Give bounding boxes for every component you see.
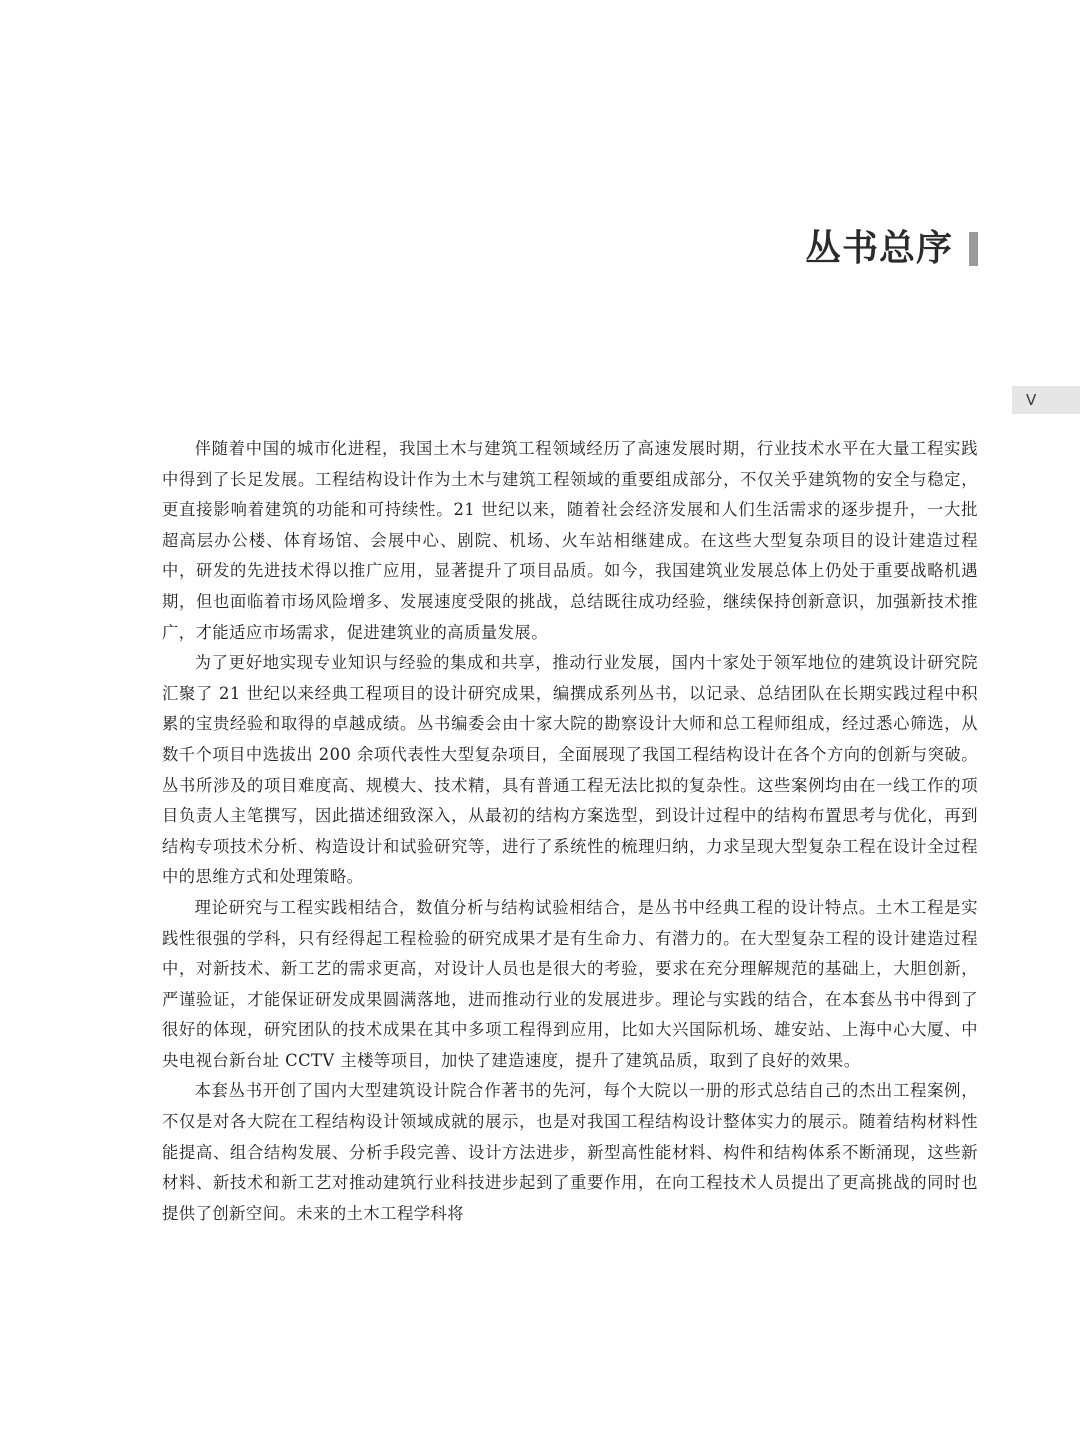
section-heading — [805, 226, 978, 272]
title-accent-bar — [969, 232, 978, 266]
paragraph: 为了更好地实现专业知识与经验的集成和共享，推动行业发展，国内十家处于领军地位的建筑设计研究院汇聚了 21 世纪以来经典工程项目的设计研究成果，编撰成系列丛书，以记录、总结团队在长期实践过程中积累的宝贵经验和取得的卓越成绩。丛书编委会由十家大院的勘察设计大师和总工程师组成，经过悉心筛选，从数千个项目中选拔出 200 余项代表性大型复杂项目，全面展现了我国工程结构设计在各个方向的创新与突破。丛书所涉及的项目难度高、规模大、技术精，具有普通工程无法比拟的复杂性。这些案例均由在一线工作的项目负责人主笔撰写，因此描述细致深入，从最初的结构方案选型，到设计过程中的结构布置思考与优化，再到结构专项技术分析、构造设计和试验研究等，进行了系统性的梳理归纳，力求呈现大型复杂工程在设计全过程中的思维方式和处理策略。 — [162, 653, 978, 887]
paragraph: 伴随着中国的城市化进程，我国土木与建筑工程领域经历了高速发展时期，行业技术水平在大量工程实践中得到了长足发展。工程结构设计作为土木与建筑工程领域的重要组成部分，不仅关乎建筑物的安全与稳定，更直接影响着建筑的功能和可持续性。21 世纪以来，随着社会经济发展和人们生活需求的逐步提升，一大批超高层办公楼、体育场馆、会展中心、剧院、机场、火车站相继建成。在这些大型复杂项目的设计建造过程中，研发的先进技术得以推广应用，显著提升了项目品质。如今，我国建筑业发展总体上仍处于重要战略机遇期，但也面临着市场风险增多、发展速度受限的挑战，总结既往成功经验，继续保持创新意识，加强新技术推广，才能适应市场需求，促进建筑业的高质量发展。 — [162, 439, 978, 642]
page-number: V — [1026, 391, 1038, 409]
paragraph: 理论研究与工程实践相结合，数值分析与结构试验相结合，是丛书中经典工程的设计特点。土木工程是实践性很强的学科，只有经得起工程检验的研究成果才是有生命力、有潜力的。在大型复杂工程的设计建造过程中，对新技术、新工艺的需求更高，对设计人员也是很大的考验，要求在充分理解规范的基础上，大胆创新，严谨验证，才能保证研发成果圆满落地，进而推动行业的发展进步。理论与实践的结合，在本套丛书中得到了很好的体现，研究团队的技术成果在其中多项工程得到应用，比如大兴国际机场、雄安站、上海中心大厦、中央电视台新台址 CCTV 主楼等项目，加快了建造速度，提升了建筑品质，取到了良好的效果。 — [162, 897, 978, 1070]
body-text — [162, 434, 978, 1229]
page-number-tab — [1012, 386, 1080, 414]
page-title: 丛书总序 — [804, 228, 953, 269]
paragraph: 本套丛书开创了国内大型建筑设计院合作著书的先河，每个大院以一册的形式总结自己的杰出工程案例，不仅是对各大院在工程结构设计领域成就的展示，也是对我国工程结构设计整体实力的展示。随着结构材料性能提高、组合结构发展、分析手段完善、设计方法进步，新型高性能材料、构件和结构体系不断涌现，这些新材料、新技术和新工艺对推动建筑行业科技进步起到了重要作用，在向工程技术人员提出了更高挑战的同时也提供了创新空间。未来的土木工程学科将 — [162, 1081, 978, 1223]
